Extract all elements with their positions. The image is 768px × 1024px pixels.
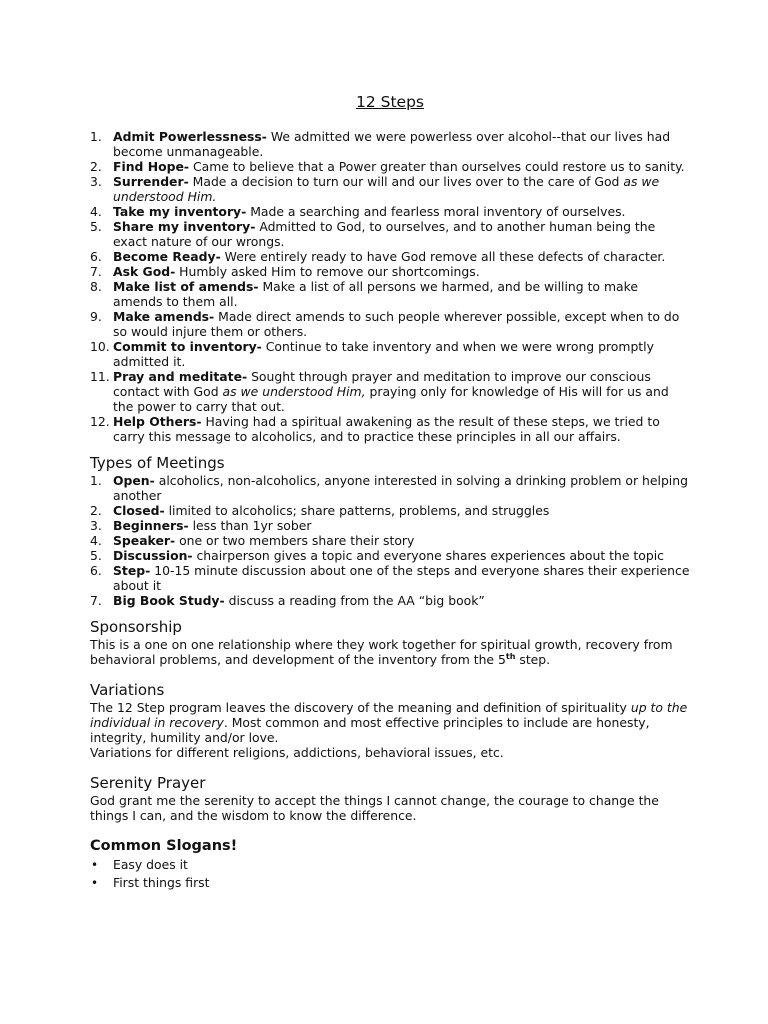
sponsorship-text: This is a one on one relationship where they work together for spiritual growth, recovery from behavioral problems, and development of the inventory from the 5th step. <box>90 637 673 667</box>
meeting-number: 2. <box>90 503 102 518</box>
slogans-heading: Common Slogans! <box>90 838 238 854</box>
step-text: Admitted to God, to ourselves, and to another human being the exact nature of our wrongs. <box>113 219 656 249</box>
steps-list <box>90 129 690 444</box>
step-text: Continue to take inventory and when we were wrong promptly admitted it. <box>113 339 654 369</box>
slogans-section <box>90 837 690 892</box>
meetings-heading: Types of Meetings <box>90 454 225 472</box>
meeting-text: less than 1yr sober <box>188 518 312 533</box>
meeting-text: alcoholics, non-alcoholics, anyone interested in solving a drinking problem or helping another <box>113 473 688 503</box>
variations-paragraph-2: Variations for different religions, addictions, behavioral issues, etc. <box>90 745 504 760</box>
step-item <box>90 129 690 159</box>
document <box>90 92 690 892</box>
meeting-text: one or two members share their story <box>175 533 415 548</box>
step-text: Made a searching and fearless moral inventory of ourselves. <box>246 204 626 219</box>
step-text: Having had a spiritual awakening as the result of these steps, we tried to carry this message to alcoholics, and to practice these principles in all our affairs. <box>113 414 660 444</box>
step-number: 3. <box>90 174 102 189</box>
meeting-label: Step- <box>113 563 151 578</box>
variations-heading: Variations <box>90 681 165 699</box>
step-item <box>90 219 690 249</box>
variations-paragraph: The 12 Step program leaves the discovery of the meaning and definition of spirituality up to the individual in recovery. Most common and most effective principles to include are honesty, integrity, humility and/or love. <box>90 700 688 745</box>
bullet-icon: • <box>91 858 99 872</box>
step-item <box>90 204 690 219</box>
step-text: Make a list of all persons we harmed, and be willing to make amends to them all. <box>113 279 638 309</box>
step-text: as we understood Him. <box>113 174 660 204</box>
slogan-text: First things first <box>113 875 210 890</box>
meeting-text: discuss a reading from the AA “big book” <box>224 593 485 608</box>
step-number: 6. <box>90 249 102 264</box>
step-number: 2. <box>90 159 102 174</box>
sponsorship-heading: Sponsorship <box>90 618 182 636</box>
step-text: Made direct amends to such people wherever possible, except when to do so would injure them or others. <box>113 309 680 339</box>
meeting-item <box>90 593 690 608</box>
step-item <box>90 369 690 414</box>
step-number: 5. <box>90 219 102 234</box>
step-text: praying only for knowledge of His will for us and the power to carry that out. <box>113 384 669 414</box>
meeting-label: Open- <box>113 473 155 488</box>
step-label: Make amends- <box>113 309 215 324</box>
step-item <box>90 174 690 204</box>
meeting-number: 4. <box>90 533 102 548</box>
step-item <box>90 309 690 339</box>
step-number: 11. <box>90 369 110 384</box>
meeting-number: 6. <box>90 563 102 578</box>
step-text: as we understood Him, <box>222 384 366 399</box>
step-text: Were entirely ready to have God remove all these defects of character. <box>220 249 666 264</box>
step-text: Came to believe that a Power greater than ourselves could restore us to sanity. <box>189 159 685 174</box>
step-number: 1. <box>90 129 102 144</box>
meeting-label: Discussion- <box>113 548 193 563</box>
meeting-item <box>90 563 690 593</box>
prayer-section <box>90 774 690 823</box>
meeting-number: 5. <box>90 548 102 563</box>
step-label: Surrender- <box>113 174 189 189</box>
step-number: 9. <box>90 309 102 324</box>
meeting-text: limited to alcoholics; share patterns, problems, and struggles <box>164 503 550 518</box>
step-label: Help Others- <box>113 414 202 429</box>
variations-section <box>90 681 690 760</box>
meeting-label: Speaker- <box>113 533 176 548</box>
meeting-item <box>90 518 690 533</box>
step-label: Share my inventory- <box>113 219 256 234</box>
bullet-icon: • <box>91 876 99 890</box>
step-item <box>90 414 690 444</box>
meeting-text: chairperson gives a topic and everyone shares experiences about the topic <box>192 548 664 563</box>
step-item <box>90 279 690 309</box>
meeting-number: 3. <box>90 518 102 533</box>
step-item <box>90 264 690 279</box>
step-number: 12. <box>90 414 110 429</box>
step-item <box>90 249 690 264</box>
sponsorship-section <box>90 618 690 667</box>
meeting-item <box>90 548 690 563</box>
meeting-label: Beginners- <box>113 518 189 533</box>
step-text: Humbly asked Him to remove our shortcomings. <box>175 264 480 279</box>
step-item <box>90 159 690 174</box>
slogans-list <box>90 856 690 892</box>
meeting-number: 1. <box>90 473 102 488</box>
slogan-item <box>90 856 690 874</box>
meetings-section <box>90 454 690 608</box>
prayer-text: God grant me the serenity to accept the things I cannot change, the courage to change the things I can, and the wisdom to know the difference. <box>90 793 659 823</box>
meeting-number: 7. <box>90 593 102 608</box>
step-label: Admit Powerlessness- <box>113 129 267 144</box>
step-number: 8. <box>90 279 102 294</box>
slogan-item <box>90 874 690 892</box>
meeting-item <box>90 533 690 548</box>
prayer-heading: Serenity Prayer <box>90 774 206 792</box>
meeting-item <box>90 473 690 503</box>
meetings-list <box>90 473 690 608</box>
step-text: We admitted we were powerless over alcohol--that our lives had become unmanageable. <box>113 129 671 159</box>
step-label: Make list of amends- <box>113 279 259 294</box>
step-number: 4. <box>90 204 102 219</box>
step-label: Find Hope- <box>113 159 190 174</box>
meeting-label: Big Book Study- <box>113 593 225 608</box>
step-text: Sought through prayer and meditation to improve our conscious contact with God <box>113 369 651 399</box>
step-label: Take my inventory- <box>113 204 247 219</box>
document-title: 12 Steps <box>355 93 425 111</box>
meeting-item <box>90 503 690 518</box>
step-text: Made a decision to turn our will and our lives over to the care of God <box>188 174 624 189</box>
step-label: Ask God- <box>113 264 176 279</box>
meeting-text: 10-15 minute discussion about one of the steps and everyone shares their experience about it <box>113 563 690 593</box>
meeting-label: Closed- <box>113 503 165 518</box>
step-item <box>90 339 690 369</box>
step-label: Become Ready- <box>113 249 221 264</box>
step-label: Commit to inventory- <box>113 339 262 354</box>
slogan-text: Easy does it <box>113 857 188 872</box>
step-number: 7. <box>90 264 102 279</box>
step-label: Pray and meditate- <box>113 369 248 384</box>
step-number: 10. <box>90 339 110 354</box>
